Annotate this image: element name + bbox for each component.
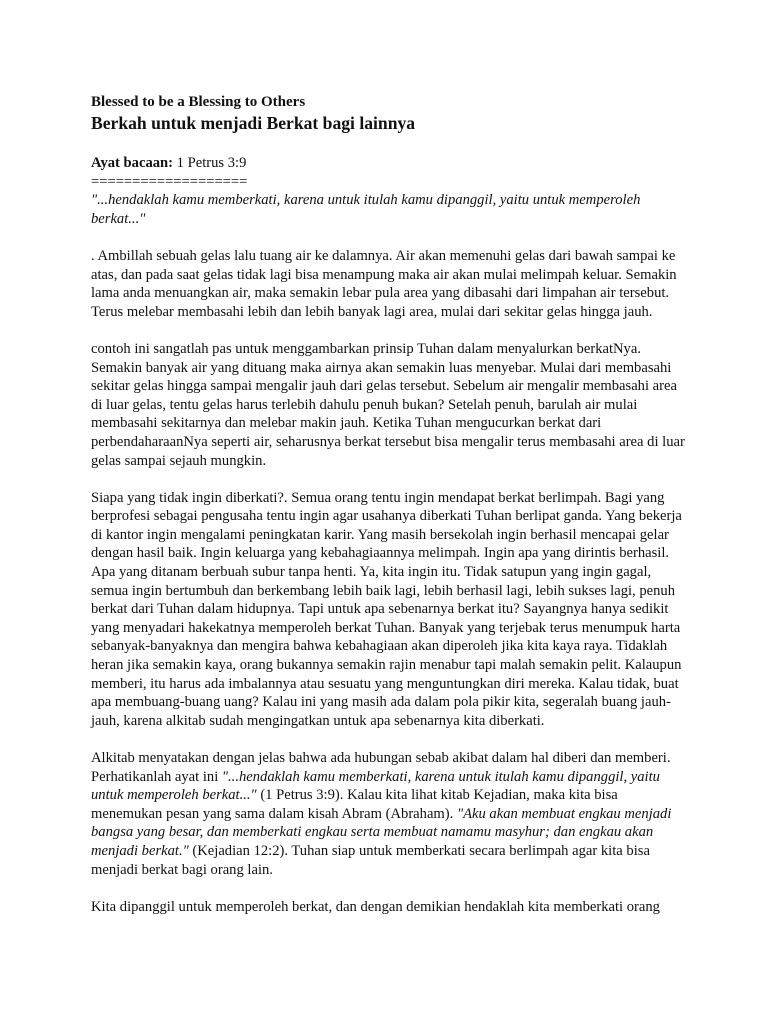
paragraph-5: Kita dipanggil untuk memperoleh berkat, dan dengan demikian hendaklah kita memberkati orang bbox=[91, 898, 660, 915]
verse-ref: 1 Petrus 3:9 bbox=[173, 155, 247, 171]
title-english: Blessed to be a Blessing to Others bbox=[91, 94, 306, 110]
paragraph-4 bbox=[91, 749, 691, 879]
document-page bbox=[91, 93, 691, 916]
paragraph-4-text-1: Alkitab menyatakan dengan jelas bahwa ada hubungan sebab akibat dalam hal diberi dan memberi. Perhatikanlah ayat ini bbox=[91, 750, 671, 785]
paragraph-4-text-2: (1 Petrus 3:9). Kalau kita lihat kitab Kejadian, maka kita bisa menemukan pesan yang sama dalam kisah Abram (Abraham). bbox=[91, 787, 618, 822]
separator-line: =================== bbox=[91, 173, 248, 190]
verse-quote: "...hendaklah kamu memberkati, karena untuk itulah kamu dipanggil, yaitu untuk memperoleh berkat..." bbox=[91, 192, 641, 227]
verse-reference bbox=[91, 154, 691, 173]
paragraph-4-quote-1: "...hendaklah kamu memberkati, karena untuk itulah kamu dipanggil, yaitu untuk memperoleh berkat..." bbox=[91, 768, 660, 804]
paragraph-3: Siapa yang tidak ingin diberkati?. Semua orang tentu ingin mendapat berkat berlimpah. Bagi yang berprofesi sebagai pengusaha tentu ingin agar usahanya diberkati Tuhan berlipat ganda. Yang bekerja di kantor ingin mengalami peningkatan karir. Yang masih bersekolah ingin berhasil mencapai gelar dengan hasil baik. Ingin keluarga yang kebahagiaannya melimpah. Ingin apa yang dirintis berhasil. Apa yang ditanam berbuah subur tanpa henti. Ya, kita ingin itu. Tidak satupun yang ingin gagal, semua ingin bertumbuh dan berkembang lebih baik lagi, lebih berhasil lagi, lebih sukses lagi, penuh berkat dari Tuhan dalam hidupnya. Tapi untuk apa sebenarnya berkat itu? Sayangnya hanya sedikit yang menyadari hakekatnya memperoleh berkat Tuhan. Banyak yang terjebak terus menumpuk harta sebanyak-banyaknya dan mengira bahwa kebahagiaan akan diperoleh jika kita kaya raya. Tidaklah heran jika semakin kaya, orang bukannya semakin rajin menabur tapi malah semakin pelit. Kalaupun memberi, itu harus ada imbalannya atau sesuatu yang menguntungkan diri mereka. Kalau tidak, buat apa membuang-buang uang? Kalau ini yang masih ada dalam pola pikir kita, segeralah buang jauh-jauh, karena alkitab sudah mengingatkan untuk apa sebenarnya kita diberkati. bbox=[91, 489, 682, 729]
paragraph-1: . Ambillah sebuah gelas lalu tuang air ke dalamnya. Air akan memenuhi gelas dari bawah sampai ke atas, dan pada saat gelas tidak lagi bisa menampung maka air akan mulai melimpah keluar. Semakin lama anda menuangkan air, maka semakin lebar pula area yang dibasahi dari limpahan air tersebut. Terus melebar membasahi lebih dan lebih banyak lagi area, mulai dari sekitar gelas hingga jauh. bbox=[91, 247, 677, 320]
paragraph-2: contoh ini sangatlah pas untuk menggambarkan prinsip Tuhan dalam menyalurkan berkatNya. Semakin banyak air yang dituang maka airnya akan semakin luas menyebar. Mulai dari membasahi sekitar gelas hingga sampai mengalir jauh dari gelas tersebut. Sebelum air mengalir membasahi area di luar gelas, tentu gelas harus terlebih dahulu penuh bukan? Setelah penuh, barulah air mulai membasahi sekitarnya dan melebar makin jauh. Ketika Tuhan mengucurkan berkat dari perbendaharaanNya seperti air, seharusnya berkat tersebut bisa mengalir terus membasahi area di luar gelas sampai sejauh mungkin. bbox=[91, 340, 685, 469]
paragraph-4-text-3: (Kejadian 12:2). Tuhan siap untuk memberkati secara berlimpah agar kita bisa menjadi berkat bagi orang lain. bbox=[91, 842, 650, 878]
verse-label: Ayat bacaan: bbox=[91, 155, 174, 171]
paragraph-4-quote-2: "Aku akan membuat engkau menjadi bangsa yang besar, dan memberkati engkau serta membuat namamu masyhur; dan engkau akan menjadi berkat." bbox=[91, 805, 672, 859]
title-indonesian: Berkah untuk menjadi Berkat bagi lainnya bbox=[91, 113, 416, 133]
verse-block bbox=[91, 154, 691, 228]
